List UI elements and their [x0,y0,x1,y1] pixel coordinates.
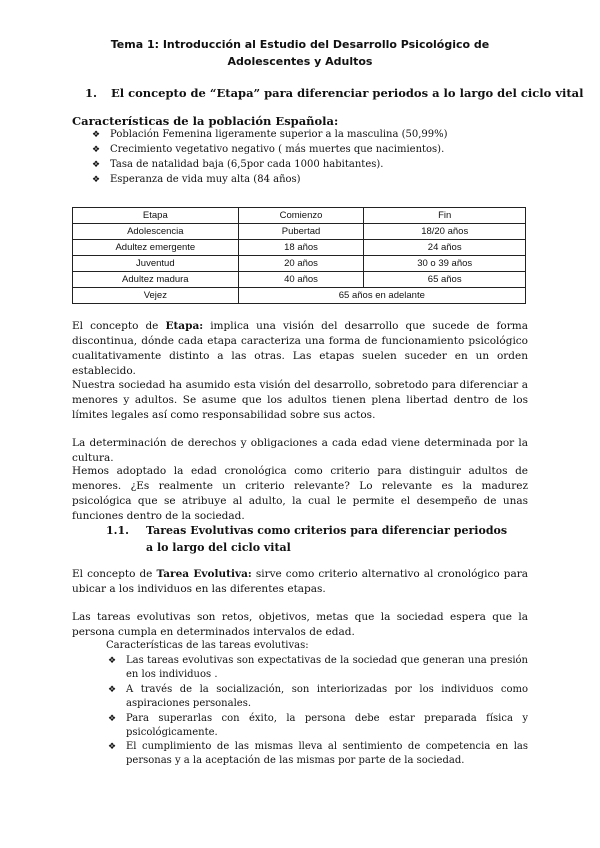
diamond-bullet-icon: ❖ [108,714,117,724]
list-item [108,654,528,682]
section-1-1-number: 1.1. [106,524,129,537]
column-header: Comienzo [238,208,364,224]
table-cell: Pubertad [238,224,364,240]
table-cell: 65 años en adelante [238,288,525,304]
diamond-bullet-icon: ❖ [92,145,101,155]
term-etapa: Etapa: [165,320,204,332]
column-header: Etapa [73,208,239,224]
diamond-bullet-icon: ❖ [92,160,101,170]
paragraph-tarea-evolutiva [72,567,528,597]
table-header-row [73,208,526,224]
list-item-text: Esperanza de vida muy alta (84 años) [110,174,301,185]
section-1-heading-text: El concepto de “Etapa” para diferenciar periodos a lo largo del ciclo vital [111,86,584,100]
list-item-text: El cumplimiento de las mismas lleva al sentimiento de competencia en las personas y a la aceptación de las mismas por parte de la sociedad. [126,741,528,766]
list-item-text: Las tareas evolutivas son expectativas de la sociedad que generan una presión en los individuos . [126,655,528,680]
diamond-bullet-icon: ❖ [92,175,101,185]
diamond-bullet-icon: ❖ [108,742,117,752]
table-row [73,240,526,256]
table-cell: 30 o 39 años [364,256,526,272]
table-cell: Adultez madura [73,272,239,288]
table-cell: Juventud [73,256,239,272]
column-header: Fin [364,208,526,224]
document-title: Tema 1: Introducción al Estudio del Desarrollo Psicológico de Adolescentes y Adultos [110,38,490,68]
paragraph-culture: La determinación de derechos y obligaciones a cada edad viene determinada por la cultura. [72,437,528,464]
characteristics-label: Características de las tareas evolutivas: [106,640,309,651]
section-1-1-heading [106,522,516,556]
list-item [108,683,528,711]
paragraph-chronological-age: Hemos adoptado la edad cronológica como criterio para distinguir adultos de menores. ¿Es realmente un criterio relevante? Lo relevante es la madurez psicológica que se atribuye al adulto, la cual le permite el desempeño de unas funciones dentro de la sociedad. [72,465,528,522]
section-1-number: 1. [85,86,98,100]
table-cell: 40 años [238,272,364,288]
table-cell: Vejez [73,288,239,304]
table-cell: 24 años [364,240,526,256]
table-cell: 18 años [238,240,364,256]
spain-heading: Características de la población Española: [72,114,339,128]
table-row [73,288,526,304]
stages-table [72,207,526,304]
table-cell: 20 años [238,256,364,272]
list-item [108,740,528,768]
list-item [108,712,528,740]
list-item [92,158,383,172]
diamond-bullet-icon: ❖ [108,685,117,695]
table-row [73,224,526,240]
list-item-text: Población Femenina ligeramente superior a la masculina (50,99%) [110,129,448,140]
table-cell: 18/20 años [364,224,526,240]
table-cell: 65 años [364,272,526,288]
list-item-text: A través de la socialización, son interiorizadas por los individuos como aspiraciones personales. [126,684,528,709]
table-cell: Adolescencia [73,224,239,240]
list-item [92,143,444,157]
list-item-text: Tasa de natalidad baja (6,5por cada 1000 habitantes). [110,159,384,170]
paragraph-society: Nuestra sociedad ha asumido esta visión del desarrollo, sobretodo para diferenciar a menores y adultos. Se asume que los adultos tienen plena libertad dentro de los límites legales así como responsabilidad sobre sus actos. [72,379,528,421]
paragraph-etapa [72,319,528,379]
table-cell: Adultez emergente [73,240,239,256]
list-item [92,128,448,142]
paragraph-text: sirve como criterio alternativo al cronológico para ubicar a los individuos en las diferentes etapas. [72,568,529,595]
paragraph-text: El concepto de [72,568,157,580]
section-1-1-heading-text: Tareas Evolutivas como criterios para diferenciar periodos a lo largo del ciclo vital [146,524,508,554]
table-row [73,272,526,288]
diamond-bullet-icon: ❖ [108,656,117,666]
paragraph-text: El concepto de [72,320,166,332]
list-item-text: Para superarlas con éxito, la persona debe estar preparada física y psicológicamente. [126,713,528,738]
list-item [92,173,301,187]
list-item-text: Crecimiento vegetativo negativo ( más muertes que nacimientos). [110,144,445,155]
table-row [73,256,526,272]
paragraph-text: implica una visión del desarrollo que sucede de forma discontinua, dónde cada etapa caracteriza una forma de funcionamiento psicológico cualitativamente distinto a las otras. Las etapas suelen suceder en un orden establecido. [72,320,528,377]
diamond-bullet-icon: ❖ [92,130,101,140]
paragraph-tasks-definition: Las tareas evolutivas son retos, objetivos, metas que la sociedad espera que la persona cumpla en determinados intervalos de edad. [72,611,528,638]
section-1-heading [85,86,584,100]
term-tarea-evolutiva: Tarea Evolutiva: [156,568,252,580]
